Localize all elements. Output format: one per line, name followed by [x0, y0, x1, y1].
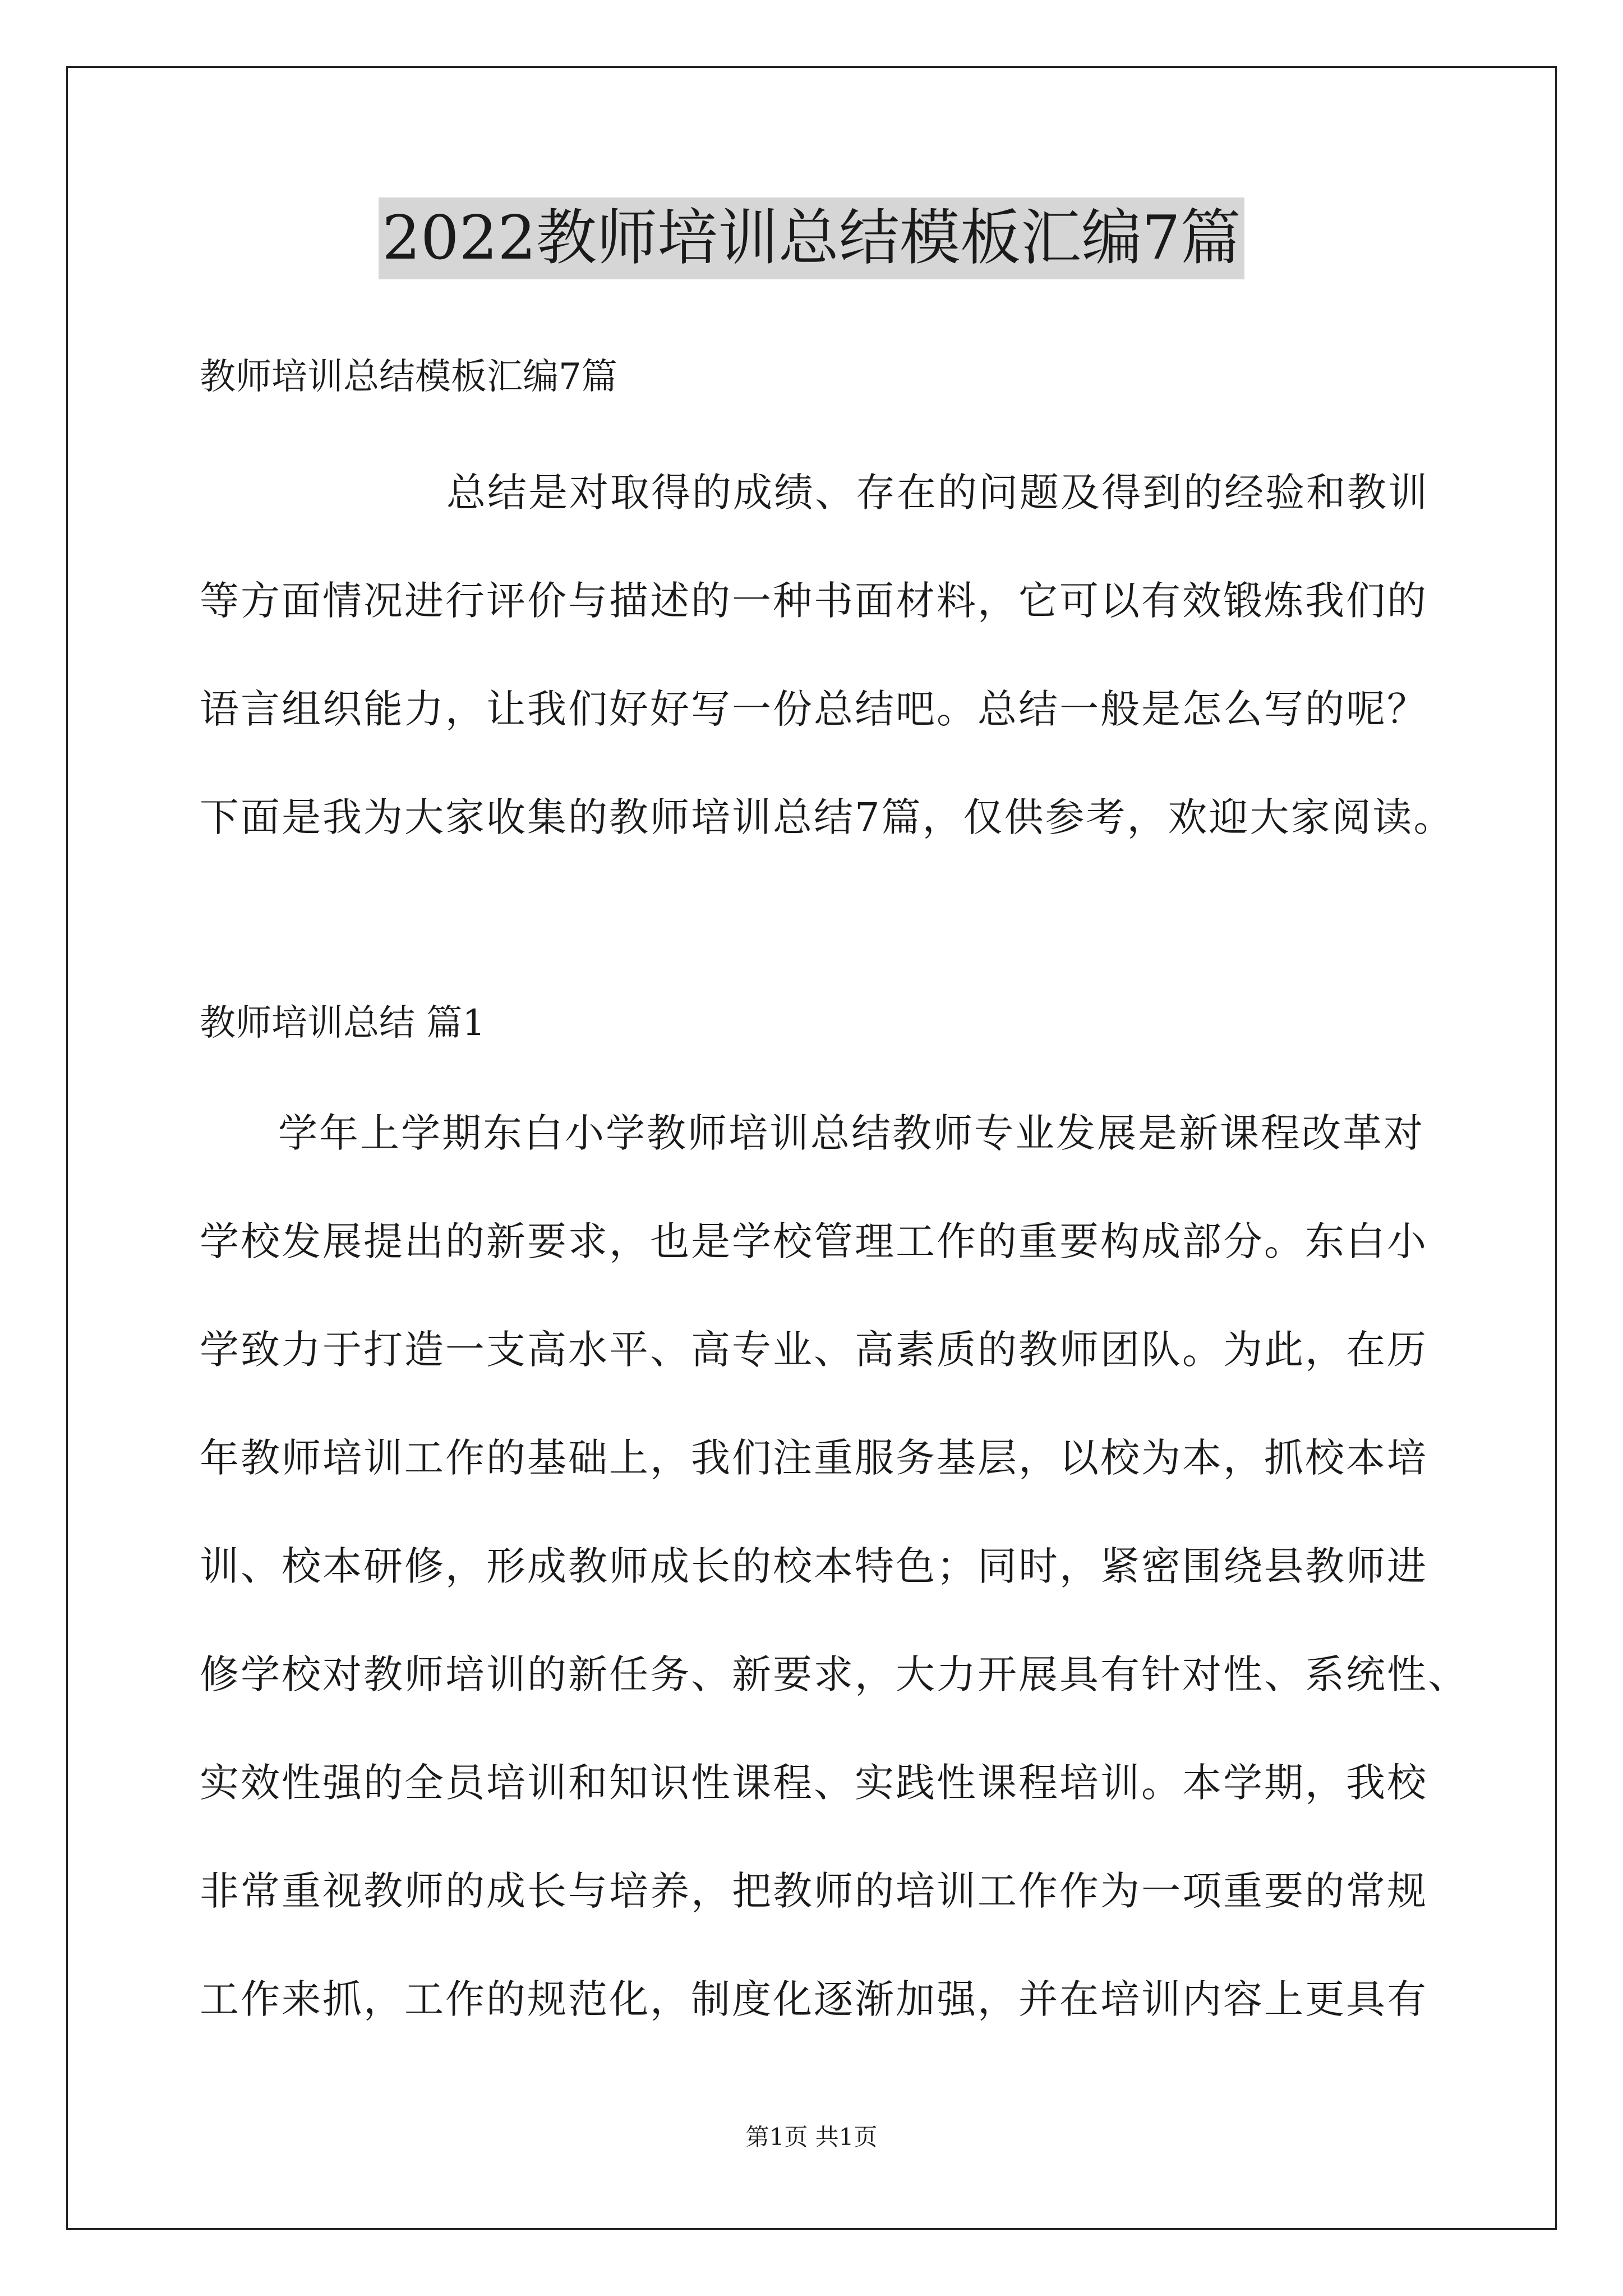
document-subtitle: 教师培训总结模板汇编7篇	[200, 356, 617, 398]
section-line: 训、校本研修，形成教师成长的校本特色；同时，紧密围绕县教师进	[200, 1543, 1428, 1589]
section-line: 非常重视教师的成长与培养，把教师的培训工作作为一项重要的常规	[200, 1868, 1428, 1914]
section-line: 工作来抓，工作的规范化，制度化逐渐加强，并在培训内容上更具有	[200, 1976, 1428, 2022]
title-container	[0, 197, 1623, 279]
section-line: 修学校对教师培训的新任务、新要求，大力开展具有针对性、系统性、	[200, 1651, 1469, 1697]
section-heading: 教师培训总结 篇1	[200, 1002, 486, 1044]
intro-line: 总结是对取得的成绩、存在的问题及得到的经验和教训	[446, 470, 1429, 516]
section-line: 实效性强的全员培训和知识性课程、实践性课程培训。本学期，我校	[200, 1760, 1428, 1806]
intro-line: 语言组织能力，让我们好好写一份总结吧。总结一般是怎么写的呢？	[200, 686, 1428, 732]
section-line: 学年上学期东白小学教师培训总结教师专业发展是新课程改革对	[278, 1110, 1424, 1156]
page-footer: 第1页 共1页	[745, 2123, 878, 2151]
section-line: 年教师培训工作的基础上，我们注重服务基层，以校为本，抓校本培	[200, 1435, 1428, 1481]
section-paragraph	[200, 1079, 1469, 2054]
intro-paragraph	[200, 439, 1455, 872]
section-line: 学校发展提出的新要求，也是学校管理工作的重要构成部分。东白小	[200, 1218, 1428, 1264]
section-line: 学致力于打造一支高水平、高专业、高素质的教师团队。为此，在历	[200, 1327, 1428, 1373]
document-title: 2022教师培训总结模板汇编7篇	[379, 197, 1244, 279]
intro-line: 下面是我为大家收集的教师培训总结7篇，仅供参考，欢迎大家阅读。	[200, 794, 1455, 840]
intro-line: 等方面情况进行评价与描述的一种书面材料，它可以有效锻炼我们的	[200, 578, 1428, 624]
